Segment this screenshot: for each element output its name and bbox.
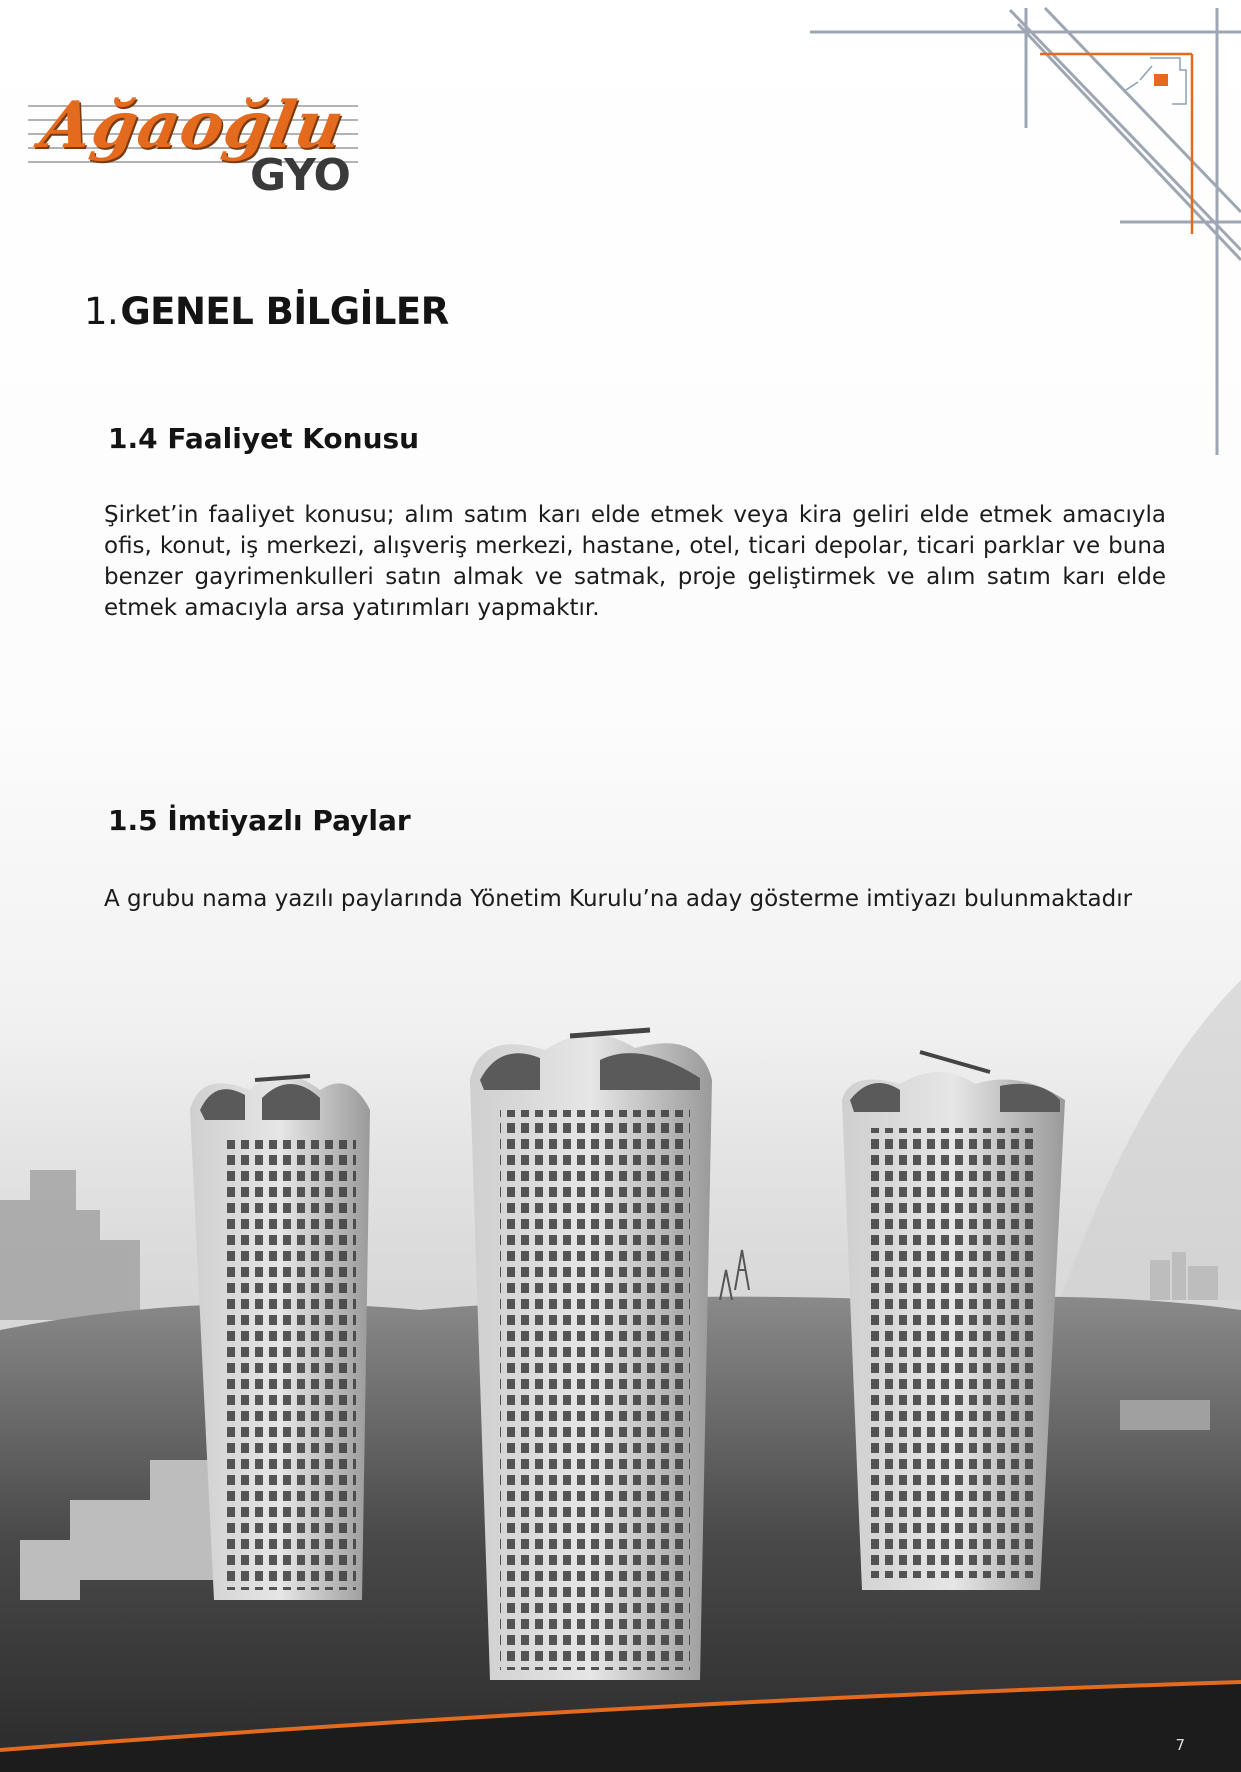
section-body-faaliyet-konusu: Şirket’in faaliyet konusu; alım satım karı elde etmek veya kira geliri elde etmek amacıyla ofis, konut, iş merkezi, alışveriş merkezi, hastane, otel, ticari depolar, ticari parklar ve buna benzer gayrimenkulleri satın almak ve satmak, proje geliştirmek ve alım satım karı elde etmek amacıyla arsa yatırımları yapmaktır. [104, 502, 1166, 621]
page-number: 7 [1175, 1736, 1185, 1754]
section-title-imtiyazli-paylar: 1.5 İmtiyazlı Paylar [108, 804, 411, 837]
section-body-imtiyazli-paylar: A grubu nama yazılı paylarında Yönetim Kurulu’na aday gösterme imtiyazı bulunmaktadır [104, 886, 1133, 912]
company-logo [28, 88, 358, 208]
tower-left [190, 1075, 370, 1600]
logo-gyo-text: GYO [250, 150, 350, 201]
heading-title: GENEL BİLGİLER [120, 290, 449, 333]
logo-script-text: Ağaoğlu [35, 88, 350, 163]
page-heading [84, 290, 449, 333]
tower-center [470, 1030, 712, 1680]
skyscraper-photo [0, 960, 1241, 1772]
heading-number: 1. [84, 290, 119, 333]
corner-blueprint-decoration [800, 0, 1241, 460]
tower-right [842, 1052, 1065, 1590]
section-title-faaliyet-konusu: 1.4 Faaliyet Konusu [108, 422, 420, 455]
